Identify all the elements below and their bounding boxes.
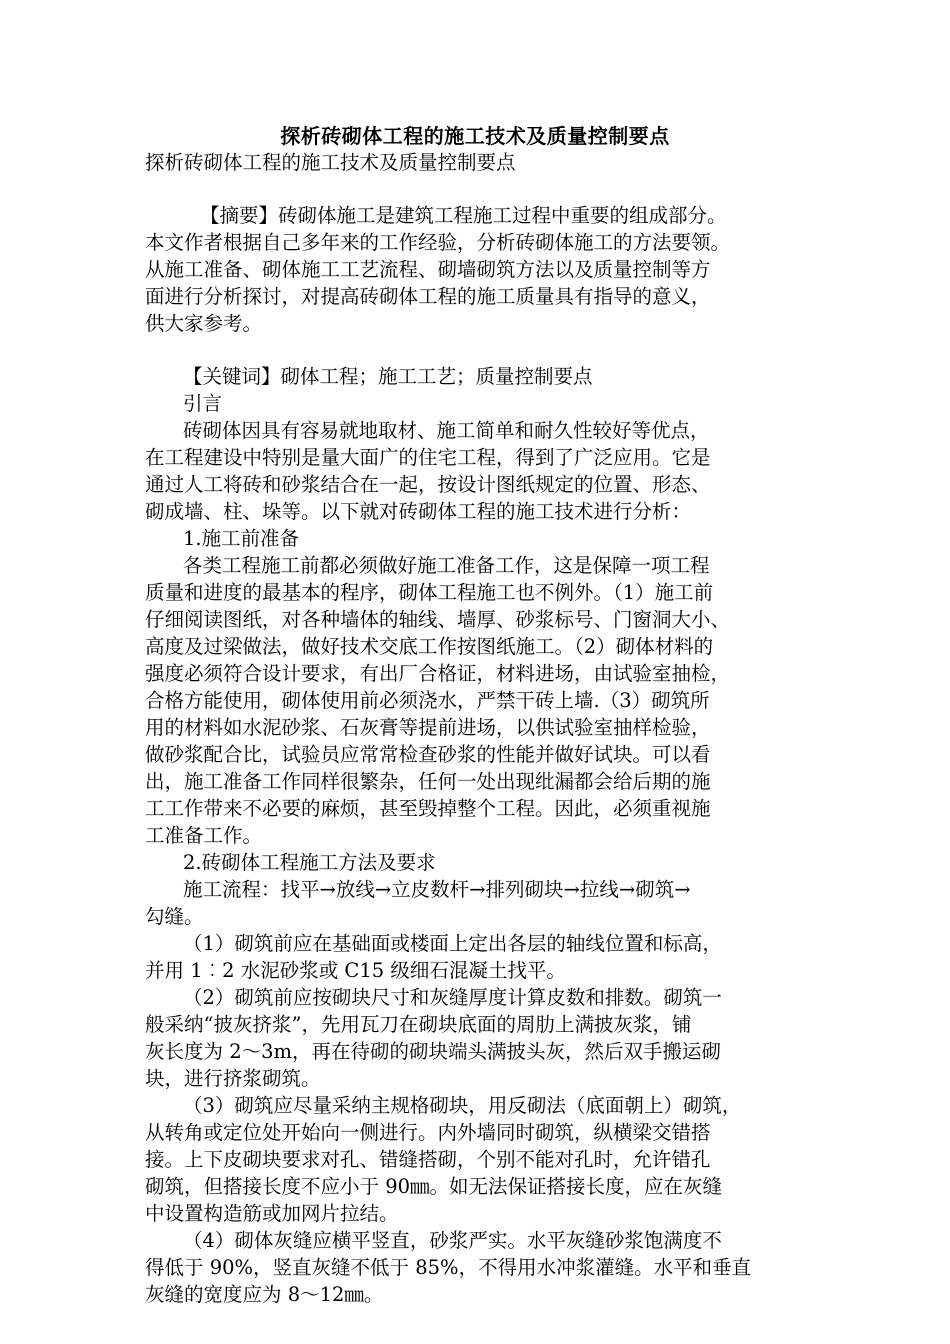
text-line: 砌成墙、柱、垛等。以下就对砖砌体工程的施工技术进行分析： (145, 500, 692, 523)
text-line: 接。上下皮砌块要求对孔、错缝搭砌，个别不能对孔时，允许错孔 (145, 1148, 711, 1171)
section-heading: 2.砖砌体工程施工方法及要求 (183, 851, 436, 874)
text-line: 灰长度为 2～3m，再在待砌的砌块端头满披头灰，然后双手搬运砌 (145, 1040, 722, 1063)
text-line: 高度及过梁做法，做好技术交底工作按图纸施工。（2）砌体材料的 (145, 635, 714, 658)
text-line: 【摘要】砖砌体施工是建筑工程施工过程中重要的组成部分。 (200, 204, 727, 227)
text-line: 仔细阅读图纸，对各种墙体的轴线、墙厚、砂浆标号、门窗洞大小、 (145, 608, 731, 631)
text-line: 引言 (183, 392, 223, 415)
text-line: 质量和进度的最基本的程序，砌体工程施工也不例外。（1）施工前 (145, 581, 714, 604)
text-line: （4）砌体灰缝应横平竖直，砂浆严实。水平灰缝砂浆饱满度不 (183, 1229, 722, 1252)
text-line: 工工作带来不必要的麻烦，甚至毁掉整个工程。因此，必须重视施 (145, 797, 711, 820)
text-line: 在工程建设中特别是量大面广的住宅工程，得到了广泛应用。它是 (145, 446, 711, 469)
text-line: 并用 1︰2 水泥砂浆或 C15 级细石混凝土找平。 (145, 959, 566, 982)
text-line: 本文作者根据自己多年来的工作经验，分析砖砌体施工的方法要领。 (145, 231, 731, 254)
text-line: 勾缝。 (145, 905, 204, 928)
text-line: 各类工程施工前都必须做好施工准备工作，这是保障一项工程 (183, 554, 710, 577)
text-line: 探析砖砌体工程的施工技术及质量控制要点 (145, 151, 516, 174)
text-line: （3）砌筑应尽量采纳主规格砌块，用反砌法（底面朝上）砌筑， (183, 1094, 742, 1117)
text-line: 面进行分析探讨，对提高砖砌体工程的施工质量具有指导的意义， (145, 285, 711, 308)
text-line: 合格方能使用，砌体使用前必须浇水，严禁干砖上墙.（3）砌筑所 (145, 689, 710, 712)
text-line: 中设置构造筋或加网片拉结。 (145, 1202, 399, 1225)
text-line: 砌筑，但搭接长度不应小于 90㎜。如无法保证搭接长度，应在灰缝 (145, 1175, 723, 1198)
text-line: 【关键词】砌体工程；施工工艺；质量控制要点 (183, 365, 593, 388)
text-line: 出，施工准备工作同样很繁杂，任何一处出现纰漏都会给后期的施 (145, 770, 711, 793)
text-line: 从转角或定位处开始向一侧进行。内外墙同时砌筑，纵横梁交错搭 (145, 1121, 711, 1144)
text-line: 块，进行挤浆砌筑。 (145, 1067, 321, 1090)
text-line: 做砂浆配合比，试验员应常常检查砂浆的性能并做好试块。可以看 (145, 743, 711, 766)
text-line: 用的材料如水泥砂浆、石灰膏等提前进场，以供试验室抽样检验， (145, 716, 711, 739)
text-line: 通过人工将砖和砂浆结合在一起，按设计图纸规定的位置、形态、 (145, 473, 711, 496)
text-line: 强度必须符合设计要求，有出厂合格证，材料进场，由试验室抽检， (145, 662, 731, 685)
text-line: 工准备工作。 (145, 824, 263, 847)
text-line: 供大家参考。 (145, 312, 263, 335)
text-line: 从施工准备、砌体施工工艺流程、砌墙砌筑方法以及质量控制等方 (145, 258, 711, 281)
text-line: 施工流程：找平→放线→立皮数杆→排列砌块→拉线→砌筑→ (183, 878, 691, 901)
document-title: 探析砖砌体工程的施工技术及质量控制要点 (280, 124, 670, 148)
text-line: 灰缝的宽度应为 8～12㎜。 (145, 1283, 384, 1306)
text-line: 砖砌体因具有容易就地取材、施工简单和耐久性较好等优点， (183, 419, 710, 442)
text-line: 得低于 90%，竖直灰缝不低于 85%，不得用水冲浆灌缝。水平和垂直 (145, 1256, 752, 1279)
text-line: （1）砌筑前应在基础面或楼面上定出各层的轴线位置和标高， (183, 932, 722, 955)
section-heading: 1.施工前准备 (183, 527, 300, 550)
text-line: 般采纳“披灰挤浆”，先用瓦刀在砌块底面的周肋上满披灰浆，铺 (145, 1013, 692, 1036)
text-line: （2）砌筑前应按砌块尺寸和灰缝厚度计算皮数和排数。砌筑一 (183, 986, 722, 1009)
